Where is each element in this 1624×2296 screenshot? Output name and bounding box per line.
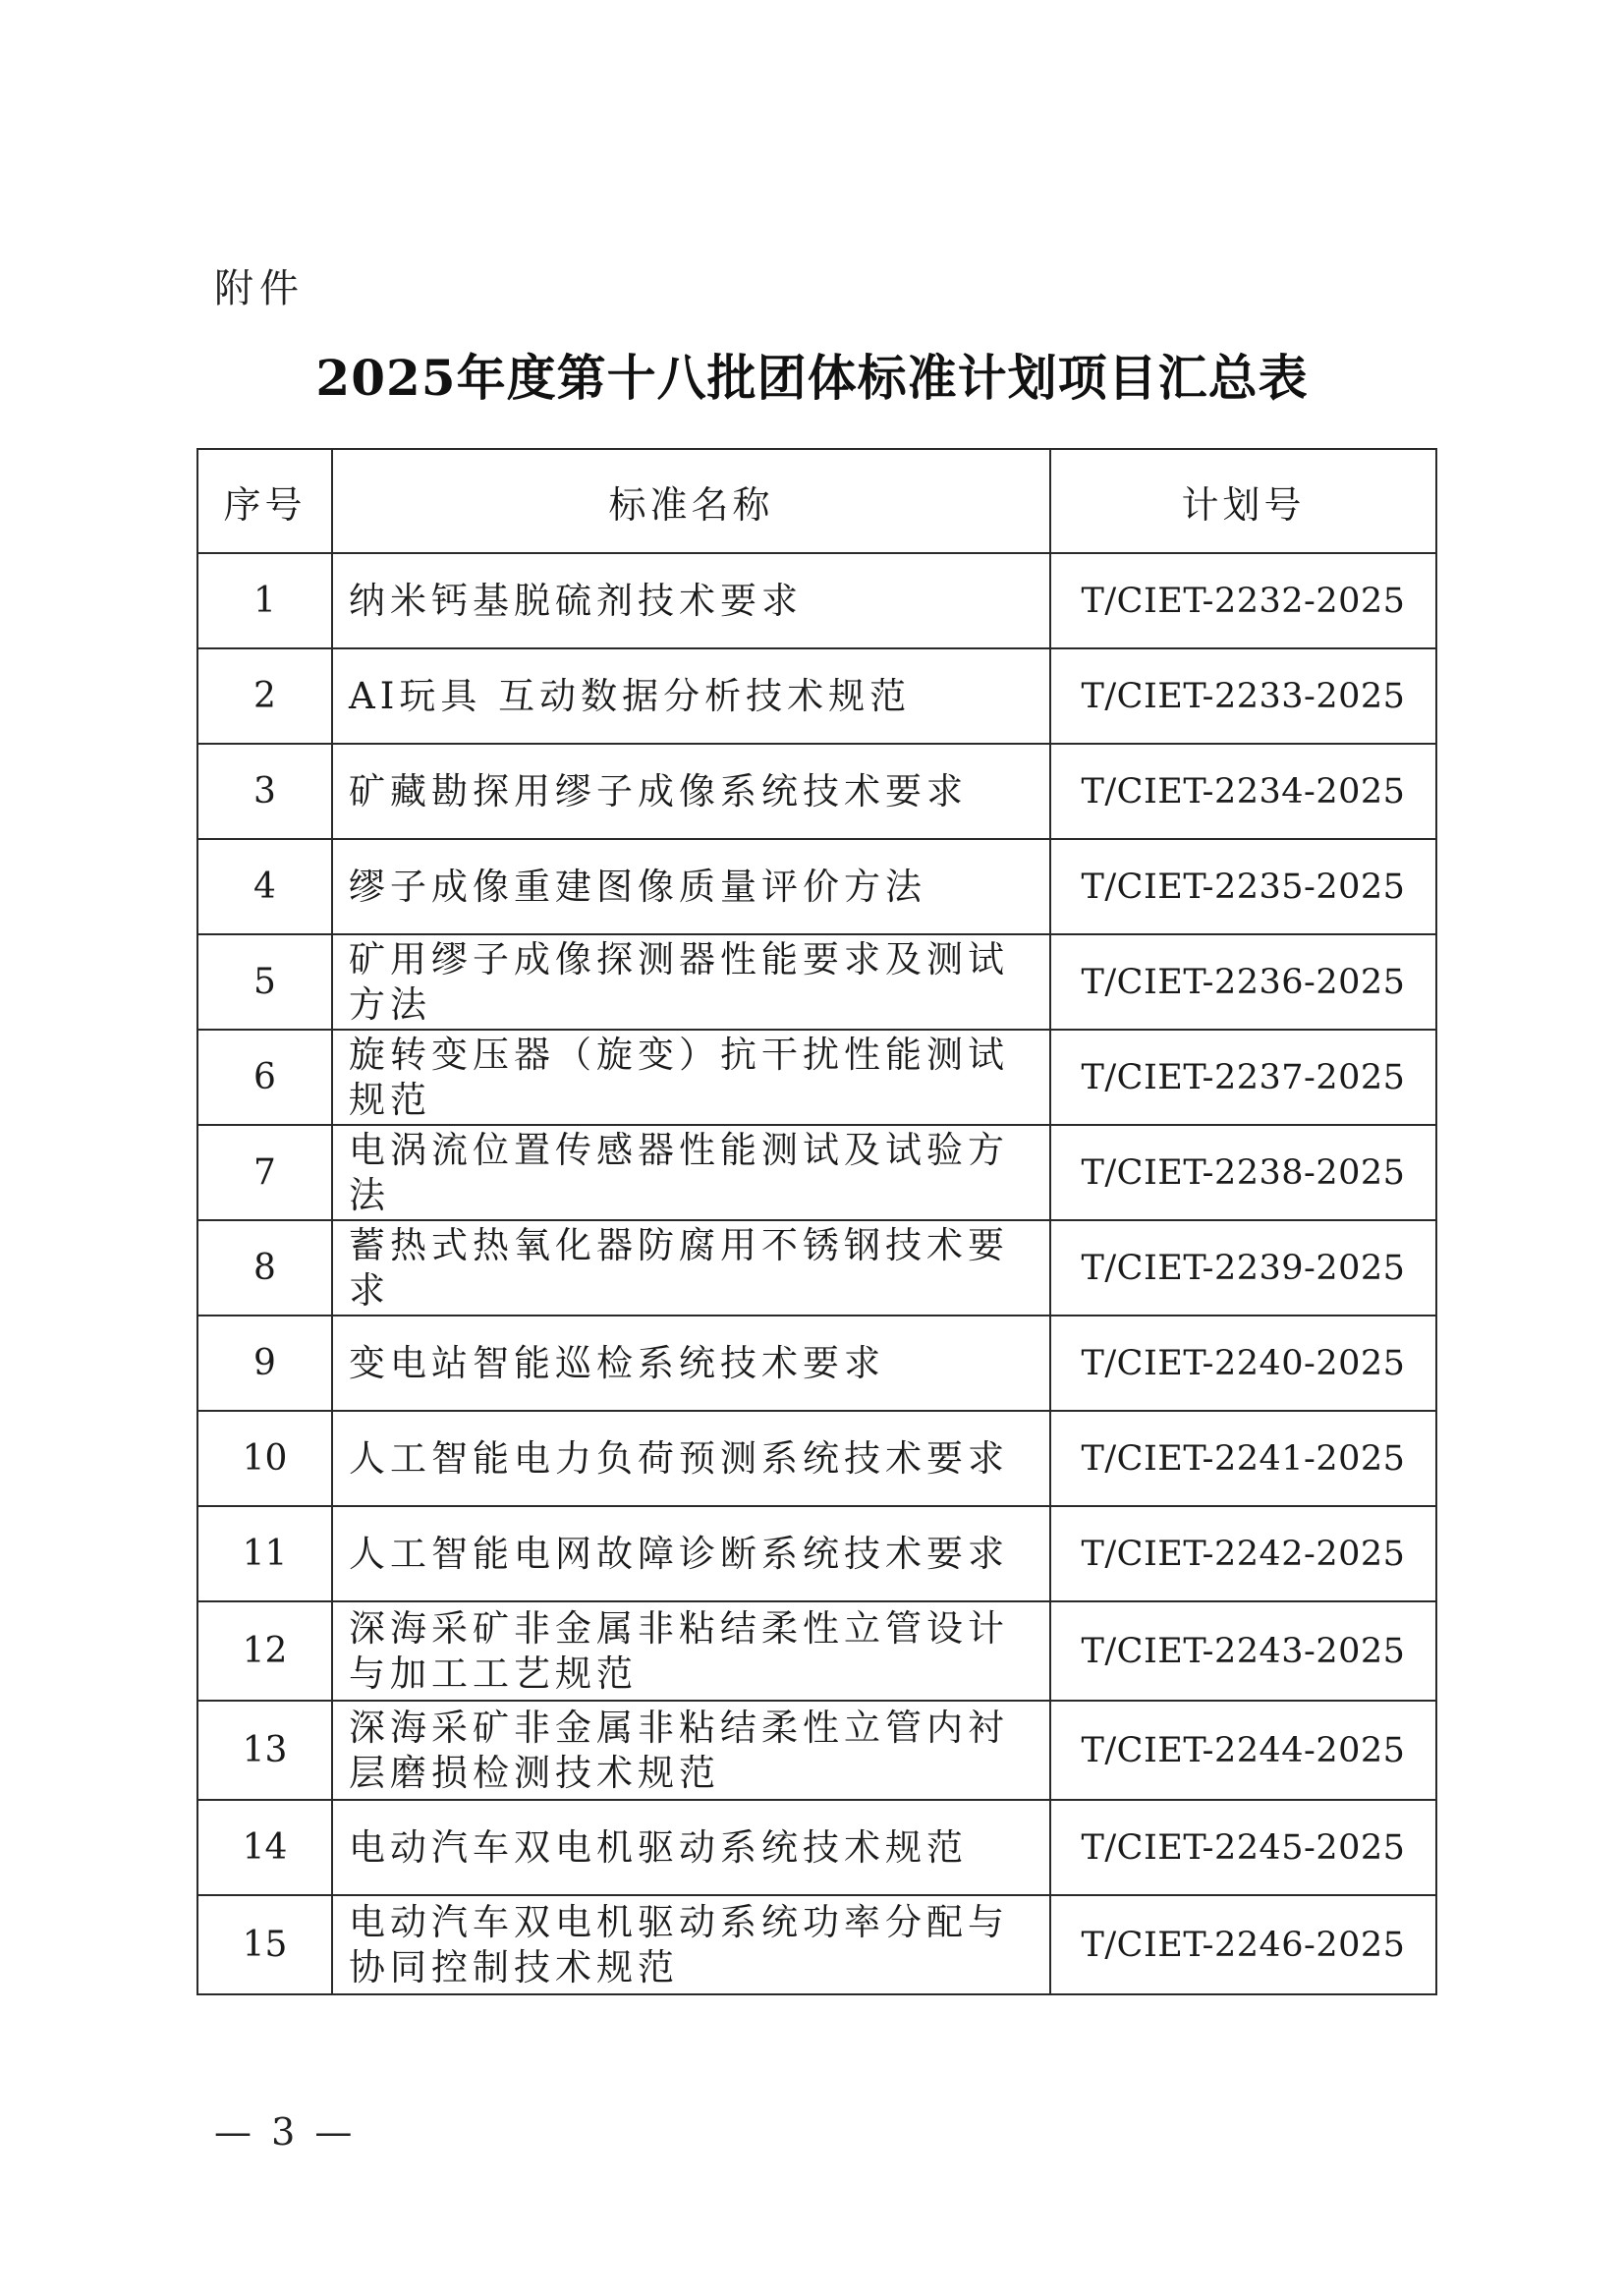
row-index: 9 [197, 1316, 332, 1411]
standard-name: 电涡流位置传感器性能测试及试验方法 [332, 1125, 1050, 1220]
row-index: 7 [197, 1125, 332, 1220]
table-row [197, 553, 1436, 648]
plan-number: T/CIET-2232-2025 [1050, 553, 1436, 648]
column-header-index: 序号 [197, 449, 332, 553]
standards-table [196, 448, 1437, 1995]
plan-number: T/CIET-2235-2025 [1050, 839, 1436, 934]
standard-name: 深海采矿非金属非粘结柔性立管设计与加工工艺规范 [332, 1601, 1050, 1701]
standard-name: 电动汽车双电机驱动系统技术规范 [332, 1800, 1050, 1895]
column-header-name: 标准名称 [332, 449, 1050, 553]
standard-name: 旋转变压器（旋变）抗干扰性能测试规范 [332, 1030, 1050, 1125]
table-row [197, 1411, 1436, 1506]
table-row [197, 1316, 1436, 1411]
standard-name: 变电站智能巡检系统技术要求 [332, 1316, 1050, 1411]
table-row [197, 1030, 1436, 1125]
plan-number: T/CIET-2239-2025 [1050, 1220, 1436, 1316]
plan-number: T/CIET-2234-2025 [1050, 744, 1436, 839]
row-index: 15 [197, 1895, 332, 1994]
standard-name: AI玩具 互动数据分析技术规范 [332, 648, 1050, 744]
plan-number: T/CIET-2245-2025 [1050, 1800, 1436, 1895]
standard-name: 人工智能电网故障诊断系统技术要求 [332, 1506, 1050, 1601]
row-index: 14 [197, 1800, 332, 1895]
plan-number: T/CIET-2242-2025 [1050, 1506, 1436, 1601]
table-row [197, 839, 1436, 934]
plan-number: T/CIET-2243-2025 [1050, 1601, 1436, 1701]
plan-number: T/CIET-2238-2025 [1050, 1125, 1436, 1220]
table-row [197, 1601, 1436, 1701]
standard-name: 电动汽车双电机驱动系统功率分配与协同控制技术规范 [332, 1895, 1050, 1994]
standard-name: 人工智能电力负荷预测系统技术要求 [332, 1411, 1050, 1506]
plan-number: T/CIET-2237-2025 [1050, 1030, 1436, 1125]
standard-name: 深海采矿非金属非粘结柔性立管内衬层磨损检测技术规范 [332, 1701, 1050, 1800]
row-index: 13 [197, 1701, 332, 1800]
row-index: 10 [197, 1411, 332, 1506]
attachment-label: 附件 [214, 266, 305, 311]
row-index: 8 [197, 1220, 332, 1316]
table-row [197, 1220, 1436, 1316]
row-index: 12 [197, 1601, 332, 1701]
column-header-plan: 计划号 [1050, 449, 1436, 553]
table-row [197, 1800, 1436, 1895]
plan-number: T/CIET-2240-2025 [1050, 1316, 1436, 1411]
table-header-row [197, 449, 1436, 553]
row-index: 6 [197, 1030, 332, 1125]
plan-number: T/CIET-2244-2025 [1050, 1701, 1436, 1800]
standard-name: 矿藏勘探用缪子成像系统技术要求 [332, 744, 1050, 839]
standard-name: 矿用缪子成像探测器性能要求及测试方法 [332, 934, 1050, 1030]
plan-number: T/CIET-2236-2025 [1050, 934, 1436, 1030]
plan-number: T/CIET-2241-2025 [1050, 1411, 1436, 1506]
row-index: 11 [197, 1506, 332, 1601]
row-index: 2 [197, 648, 332, 744]
standard-name: 缪子成像重建图像质量评价方法 [332, 839, 1050, 934]
row-index: 1 [197, 553, 332, 648]
table-row [197, 1125, 1436, 1220]
page-number: — 3 — [214, 2110, 357, 2154]
plan-number: T/CIET-2233-2025 [1050, 648, 1436, 744]
document-title: 2025年度第十八批团体标准计划项目汇总表 [315, 349, 1309, 407]
row-index: 3 [197, 744, 332, 839]
table-row [197, 934, 1436, 1030]
row-index: 5 [197, 934, 332, 1030]
standard-name: 纳米钙基脱硫剂技术要求 [332, 553, 1050, 648]
table-row [197, 1701, 1436, 1800]
table-row [197, 744, 1436, 839]
row-index: 4 [197, 839, 332, 934]
plan-number: T/CIET-2246-2025 [1050, 1895, 1436, 1994]
table-row [197, 648, 1436, 744]
table-row [197, 1895, 1436, 1994]
standard-name: 蓄热式热氧化器防腐用不锈钢技术要求 [332, 1220, 1050, 1316]
table-row [197, 1506, 1436, 1601]
